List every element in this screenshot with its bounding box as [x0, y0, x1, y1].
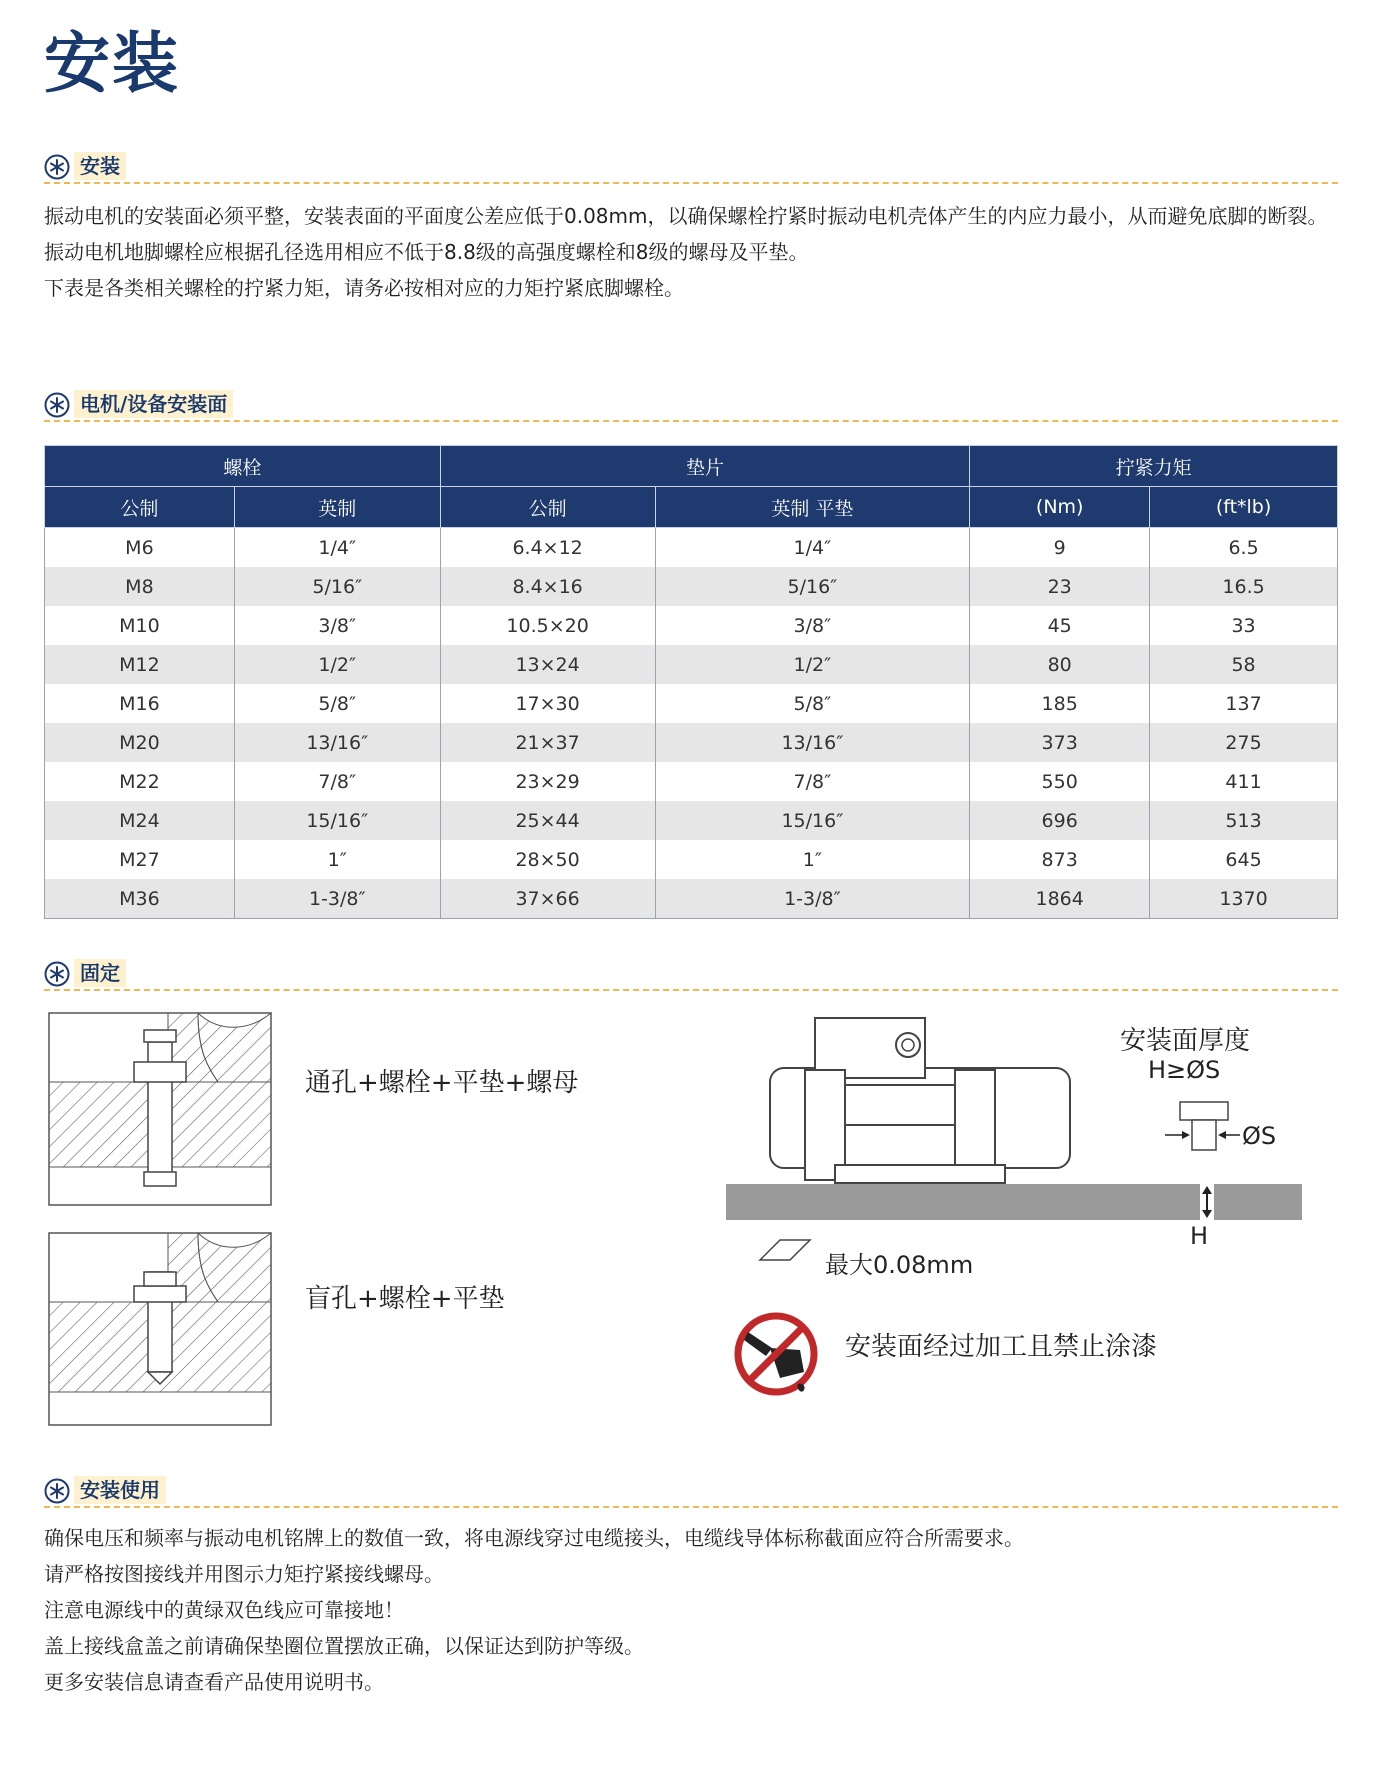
table-cell: 696 [970, 801, 1150, 840]
fan-icon [44, 392, 70, 418]
thickness-rule: H≥ØS [1148, 1056, 1221, 1084]
table-cell: 15/16″ [655, 801, 970, 840]
table-cell: 7/8″ [655, 762, 970, 801]
table-cell: 550 [970, 762, 1150, 801]
divider [44, 989, 1338, 991]
paragraph: 请严格按图接线并用图示力矩拧紧接线螺母。 [44, 1562, 444, 1586]
subheader: (ft*lb) [1150, 487, 1338, 528]
table-cell: 513 [1150, 801, 1338, 840]
table-cell: 3/8″ [234, 606, 440, 645]
section-label: 固定 [74, 959, 126, 987]
table-cell: M27 [45, 840, 235, 879]
table-row [45, 840, 1338, 879]
table-cell: 6.4×12 [440, 528, 655, 568]
table-cell: 411 [1150, 762, 1338, 801]
paragraph: 确保电压和频率与振动电机铭牌上的数值一致，将电源线穿过电缆接头，电缆线导体标称截面应符合所需要求。 [44, 1526, 1024, 1550]
torque-table [44, 445, 1338, 919]
table-cell: 1″ [655, 840, 970, 879]
table-cell: 33 [1150, 606, 1338, 645]
table-cell: M8 [45, 567, 235, 606]
header-torque: 拧紧力矩 [970, 446, 1338, 487]
paragraph: 盖上接线盒盖之前请确保垫圈位置摆放正确，以保证达到防护等级。 [44, 1634, 644, 1658]
through-hole-diagram [48, 1012, 272, 1206]
table-cell: 6.5 [1150, 528, 1338, 568]
table-cell: 21×37 [440, 723, 655, 762]
table-cell: 5/8″ [234, 684, 440, 723]
blind-hole-diagram [48, 1232, 272, 1426]
table-cell: 23×29 [440, 762, 655, 801]
paragraph: 更多安装信息请查看产品使用说明书。 [44, 1670, 384, 1694]
section-heading-mounting-surface [44, 388, 1338, 422]
table-cell: 37×66 [440, 879, 655, 919]
table-cell: 10.5×20 [440, 606, 655, 645]
h-label: H [1190, 1222, 1209, 1250]
table-cell: 1/2″ [234, 645, 440, 684]
flatness-label: 最大0.08mm [825, 1251, 974, 1279]
table-cell: 185 [970, 684, 1150, 723]
divider [44, 1506, 1338, 1508]
paragraph: 注意电源线中的黄绿双色线应可靠接地！ [44, 1598, 404, 1622]
divider [44, 420, 1338, 422]
table-cell: 8.4×16 [440, 567, 655, 606]
table-cell: 873 [970, 840, 1150, 879]
table-cell: 1-3/8″ [234, 879, 440, 919]
blind-hole-label: 盲孔+螺栓+平垫 [305, 1284, 505, 1314]
paragraph: 振动电机地脚螺栓应根据孔径选用相应不低于8.8级的高强度螺栓和8级的螺母及平垫。 [44, 240, 809, 264]
table-cell: 1-3/8″ [655, 879, 970, 919]
header-washer: 垫片 [440, 446, 970, 487]
subheader: 公制 [440, 487, 655, 528]
table-cell: 45 [970, 606, 1150, 645]
table-cell: 16.5 [1150, 567, 1338, 606]
install-text [44, 200, 1344, 308]
section-heading-usage [44, 1474, 1338, 1508]
table-cell: 645 [1150, 840, 1338, 879]
table-cell: 13/16″ [655, 723, 970, 762]
section-heading-install [44, 150, 1338, 184]
table-cell: 9 [970, 528, 1150, 568]
table-cell: M10 [45, 606, 235, 645]
table-row [45, 528, 1338, 568]
table-row [45, 879, 1338, 919]
usage-text [44, 1522, 1344, 1702]
section-heading-fixing [44, 957, 1338, 991]
table-row [45, 606, 1338, 645]
table-cell: 7/8″ [234, 762, 440, 801]
table-cell: M16 [45, 684, 235, 723]
no-paint-label: 安装面经过加工且禁止涂漆 [845, 1332, 1158, 1362]
table-row [45, 762, 1338, 801]
table-row [45, 801, 1338, 840]
table-cell: 80 [970, 645, 1150, 684]
fan-icon [44, 961, 70, 987]
table-cell: 1/4″ [234, 528, 440, 568]
table-cell: 1/4″ [655, 528, 970, 568]
subheader: 公制 [45, 487, 235, 528]
table-cell: 17×30 [440, 684, 655, 723]
paragraph: 振动电机的安装面必须平整，安装表面的平面度公差应低于0.08mm，以确保螺栓拧紧时振动电机壳体产生的内应力最小，从而避免底脚的断裂。 [44, 204, 1328, 228]
table-cell: 1370 [1150, 879, 1338, 919]
table-cell: 3/8″ [655, 606, 970, 645]
thickness-title: 安装面厚度 [1120, 1026, 1251, 1056]
diameter-label: ØS [1242, 1122, 1277, 1150]
divider [44, 182, 1338, 184]
table-row [45, 723, 1338, 762]
table-cell: 1864 [970, 879, 1150, 919]
table-cell: M24 [45, 801, 235, 840]
section-label: 电机/设备安装面 [74, 390, 233, 418]
subheader: 英制 平垫 [655, 487, 970, 528]
table-cell: 15/16″ [234, 801, 440, 840]
table-cell: 5/8″ [655, 684, 970, 723]
table-cell: 5/16″ [655, 567, 970, 606]
table-cell: 1″ [234, 840, 440, 879]
table-cell: 13/16″ [234, 723, 440, 762]
through-hole-label: 通孔+螺栓+平垫+螺母 [305, 1068, 579, 1098]
table-cell: 275 [1150, 723, 1338, 762]
page-title: 安装 [44, 25, 180, 102]
section-label: 安装 [74, 152, 126, 180]
table-cell: 25×44 [440, 801, 655, 840]
table-cell: 58 [1150, 645, 1338, 684]
table-row [45, 567, 1338, 606]
table-cell: M12 [45, 645, 235, 684]
header-bolt: 螺栓 [45, 446, 441, 487]
table-cell: 23 [970, 567, 1150, 606]
fan-icon [44, 1478, 70, 1504]
subheader: (Nm) [970, 487, 1150, 528]
table-row [45, 684, 1338, 723]
subheader: 英制 [234, 487, 440, 528]
table-cell: 5/16″ [234, 567, 440, 606]
table-cell: M36 [45, 879, 235, 919]
table-cell: 1/2″ [655, 645, 970, 684]
fan-icon [44, 154, 70, 180]
table-row [45, 645, 1338, 684]
table-cell: 373 [970, 723, 1150, 762]
table-cell: 13×24 [440, 645, 655, 684]
table-cell: 28×50 [440, 840, 655, 879]
paragraph: 下表是各类相关螺栓的拧紧力矩，请务必按相对应的力矩拧紧底脚螺栓。 [44, 276, 684, 300]
section-label: 安装使用 [74, 1476, 166, 1504]
table-cell: M20 [45, 723, 235, 762]
table-cell: 137 [1150, 684, 1338, 723]
no-paint-icon [730, 1308, 826, 1404]
table-cell: M22 [45, 762, 235, 801]
table-cell: M6 [45, 528, 235, 568]
